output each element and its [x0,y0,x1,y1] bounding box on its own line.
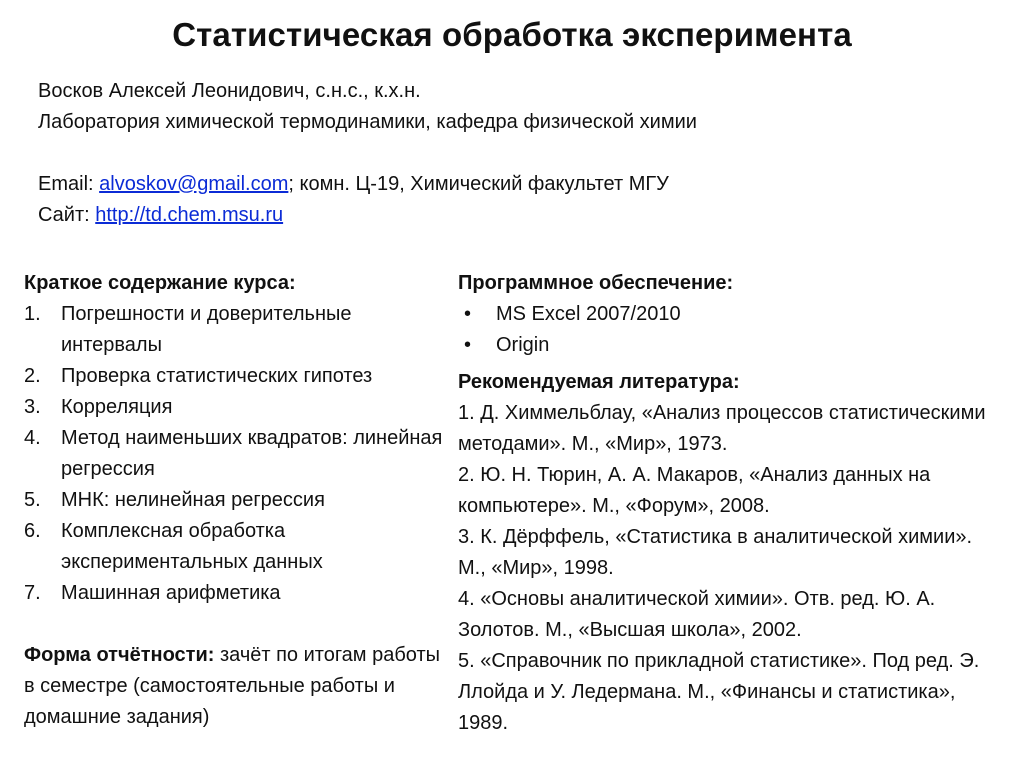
email-label: Email: [38,173,100,195]
literature-item: 3. К. Дёрффель, «Статистика в аналитической химии». М., «Мир», 1998. [458,526,973,579]
software-item [458,330,998,361]
bullet-icon: • [464,303,472,325]
software-item-text: MS Excel 2007/2010 [496,303,681,325]
course-item [24,578,444,609]
literature-item: 4. «Основы аналитической химии». Отв. ред. Ю. А. Золотов. М., «Высшая школа», 2002. [458,588,936,641]
course-item-number: 6. [24,520,41,542]
course-item-text: Корреляция [61,396,173,418]
course-item [24,361,444,392]
course-item-number: 7. [24,582,41,604]
software-item-text: Origin [496,334,550,356]
literature-item: 2. Ю. Н. Тюрин, А. А. Макаров, «Анализ данных на компьютере». М., «Форум», 2008. [458,464,931,517]
spacer [24,609,444,640]
report-label: Форма отчётности: [24,644,215,666]
course-item-text: Машинная арифметика [61,582,281,604]
site-link[interactable]: http://td.chem.msu.ru [95,204,284,226]
bullet-icon: • [464,334,472,356]
spacer [38,138,697,169]
course-item-text: Метод наименьших квадратов: линейная регрессия [61,427,443,480]
course-list [24,299,444,609]
course-item-number: 5. [24,489,41,511]
course-item [24,516,444,578]
literature-item: 1. Д. Химмельблау, «Анализ процессов статистическими методами». М., «Мир», 1973. [458,402,986,455]
right-column [458,268,998,739]
report-form [24,640,444,733]
lab-line: Лаборатория химической термодинамики, кафедра физической химии [38,111,697,133]
report-text: зачёт по итогам работы в семестре (самостоятельные работы и домашние задания) [24,644,441,728]
course-item [24,392,444,423]
author-info [38,76,697,231]
site-line [38,200,697,231]
course-item-number: 4. [24,427,41,449]
course-item-number: 1. [24,303,41,325]
course-item [24,485,444,516]
course-item [24,299,444,361]
literature-list [458,398,998,739]
literature-item: 5. «Справочник по прикладной статистике». Под ред. Э. Ллойда и У. Ледермана. М., «Финансы и статистика», 1989. [458,650,980,734]
left-column [24,268,444,733]
course-item-text: Комплексная обработка экспериментальных данных [61,520,323,573]
course-item-text: Погрешности и доверительные интервалы [61,303,352,356]
course-item-text: МНК: нелинейная регрессия [61,489,325,511]
software-heading: Программное обеспечение: [458,272,734,294]
email-line [38,169,697,200]
email-suffix: ; комн. Ц-19, Химический факультет МГУ [288,173,669,195]
literature-heading: Рекомендуемая литература: [458,371,740,393]
site-label: Сайт: [38,204,96,226]
software-item [458,299,998,330]
course-heading: Краткое содержание курса: [24,272,296,294]
slide-title: Статистическая обработка эксперимента [172,16,852,53]
author-name-line: Восков Алексей Леонидович, с.н.с., к.х.н. [38,80,421,102]
course-item-text: Проверка статистических гипотез [61,365,373,387]
course-item-number: 3. [24,396,41,418]
course-item-number: 2. [24,365,41,387]
course-item [24,423,444,485]
software-list [458,299,998,361]
email-link[interactable]: alvoskov@gmail.com [99,173,289,195]
